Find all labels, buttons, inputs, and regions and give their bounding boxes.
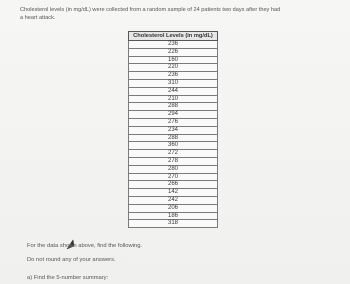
table-row: [129, 103, 218, 111]
cholesterol-value-cell: 280: [129, 165, 218, 173]
cholesterol-value-cell: 206: [129, 204, 218, 212]
table-row: [129, 134, 218, 142]
table-row: [129, 126, 218, 134]
table-row: [129, 189, 218, 197]
intro-line-1: Cholesterol levels (in mg/dL) were collected from a random sample of 24 patients two days after they had: [20, 7, 281, 13]
cholesterol-value-cell: 288: [129, 134, 218, 142]
table-row: [129, 220, 218, 228]
table-row: [129, 165, 218, 173]
table-row: [129, 181, 218, 189]
cholesterol-value-cell: 160: [129, 56, 218, 64]
cholesterol-value-cell: 288: [129, 103, 218, 111]
cholesterol-value-cell: 234: [129, 126, 218, 134]
table-row: [129, 118, 218, 126]
table-row: [129, 87, 218, 95]
cholesterol-value-cell: 236: [129, 72, 218, 80]
cholesterol-value-cell: 236: [129, 41, 218, 49]
intro-line-2: a heart attack.: [20, 14, 56, 21]
table-row: [129, 95, 218, 103]
cholesterol-value-cell: 294: [129, 111, 218, 119]
cholesterol-value-cell: 272: [129, 150, 218, 158]
table-row: [129, 64, 218, 72]
cholesterol-value-cell: 210: [129, 95, 218, 103]
table-header: Cholesterol Levels (in mg/dL): [129, 32, 218, 41]
table-row: [129, 196, 218, 204]
instruction-line-2: Do not round any of your answers.: [27, 257, 116, 263]
table-row: [129, 56, 218, 64]
table-row: [129, 142, 218, 150]
instruction-line-1: For the data shown above, find the following.: [27, 243, 143, 249]
table-row: [129, 204, 218, 212]
cholesterol-value-cell: 278: [129, 157, 218, 165]
cholesterol-value-cell: 318: [129, 220, 218, 228]
table-header-row: [129, 32, 218, 41]
table-row: [129, 79, 218, 87]
cholesterol-value-cell: 226: [129, 48, 218, 56]
table-row: [129, 212, 218, 220]
table-row: [129, 48, 218, 56]
cholesterol-value-cell: 220: [129, 64, 218, 72]
cholesterol-table-container: [128, 31, 218, 228]
cholesterol-value-cell: 266: [129, 181, 218, 189]
table-row: [129, 111, 218, 119]
cholesterol-value-cell: 244: [129, 87, 218, 95]
part-a-prompt: a) Find the 5-number summary:: [27, 275, 109, 281]
problem-intro: [20, 7, 340, 22]
table-body: [129, 41, 218, 228]
cholesterol-value-cell: 360: [129, 142, 218, 150]
table-row: [129, 157, 218, 165]
table-row: [129, 41, 218, 49]
table-row: [129, 173, 218, 181]
cholesterol-value-cell: 242: [129, 196, 218, 204]
cholesterol-value-cell: 186: [129, 212, 218, 220]
table-row: [129, 72, 218, 80]
cholesterol-value-cell: 270: [129, 173, 218, 181]
cholesterol-value-cell: 310: [129, 79, 218, 87]
cholesterol-value-cell: 276: [129, 118, 218, 126]
cholesterol-value-cell: 142: [129, 189, 218, 197]
table-row: [129, 150, 218, 158]
cholesterol-table: [128, 31, 218, 228]
